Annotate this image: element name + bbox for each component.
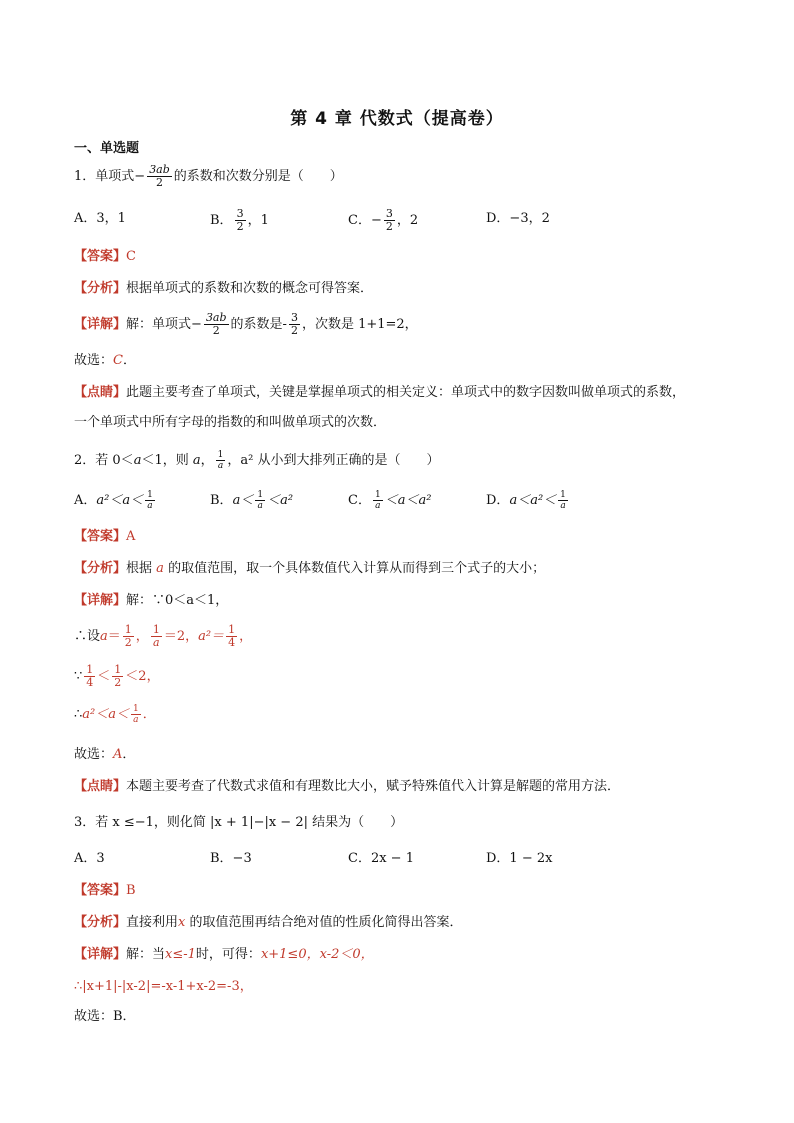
- section-heading: 一、单选题: [74, 141, 140, 156]
- question-1-detail: 【详解】解：单项式− $\frac{3ab}{2}$ 的系数是- $\frac{3}{2}$ ，次数是 1+1=2，: [74, 311, 418, 337]
- question-1-options: [74, 208, 714, 234]
- question-2-answer: 【答案】A: [74, 529, 136, 544]
- question-3-stem: 3．若 x ≤−1，则化简 |x + 1|−|x − 2| 结果为（ ）: [74, 815, 404, 830]
- option-d: D．a＜a²＜ $\frac{1}{a}$: [486, 490, 566, 511]
- question-3-choose: 故选：B．: [74, 1009, 136, 1024]
- option-b: B．−3: [210, 851, 252, 866]
- option-a: A．a²＜a＜ $\frac{1}{a}$: [74, 490, 153, 511]
- question-2-stem: 2．若 0＜a＜1，则 a， $\frac{1}{a}$ ，a² 从小到大排列正确的是（ ）: [74, 450, 440, 471]
- question-1-stem: 1．单项式− $\frac{3ab}{2}$ 的系数和次数分别是（ ）: [74, 163, 343, 189]
- question-1-answer: 【答案】C: [74, 249, 136, 264]
- question-1-tip-line2: 一个单项式中所有字母的指数的和叫做单项式的次数．: [74, 415, 387, 430]
- option-c: C．2x − 1: [348, 851, 414, 866]
- option-a: A．3: [74, 851, 105, 866]
- question-3-answer: 【答案】B: [74, 883, 136, 898]
- fraction: $\frac{3ab}{2}$: [149, 163, 170, 189]
- question-1-analysis: 【分析】根据单项式的系数和次数的概念可得答案．: [74, 281, 374, 296]
- question-2-detail-line3: ∵ $\frac{1}{4}$ ＜ $\frac{1}{2}$ ＜2，: [74, 663, 160, 689]
- option-c: C． $\frac{1}{a}$ ＜a＜a²: [348, 490, 432, 511]
- option-d: D．−3，2: [486, 211, 550, 226]
- option-d: D．1 − 2x: [486, 851, 553, 866]
- option-a: A．3，1: [74, 211, 126, 226]
- question-2-choose: 故选：A．: [74, 747, 136, 762]
- question-3-analysis: 【分析】直接利用x 的取值范围再结合绝对值的性质化简得出答案．: [74, 915, 463, 930]
- option-b: B．a＜ $\frac{1}{a}$ ＜a²: [210, 490, 294, 511]
- question-2-tip: 【点睛】本题主要考查了代数式求值和有理数比大小，赋予特殊值代入计算是解题的常用方法．: [74, 779, 621, 794]
- question-1-tip: 【点睛】此题主要考查了单项式，关键是掌握单项式的相关定义：单项式中的数字因数叫做单项式的系数，: [74, 385, 686, 400]
- question-3-options: [74, 850, 714, 870]
- question-2-analysis: 【分析】根据 a 的取值范围，取一个具体数值代入计算从而得到三个式子的大小；: [74, 561, 546, 576]
- question-2-detail: 【详解】解：∵0＜a＜1，: [74, 593, 229, 608]
- question-1-choose: 故选：C．: [74, 353, 136, 368]
- question-3-detail-line2: ∴|x+1|-|x-2|=-x-1+x-2=-3，: [74, 979, 253, 994]
- option-b: B． $\frac{3}{2}$ ，1: [210, 207, 269, 233]
- question-2-detail-line2: ∴设a＝ $\frac{1}{2}$ ， $\frac{1}{a}$ ＝2，a²＝ $\frac{1}{4}$ ，: [74, 623, 253, 649]
- option-c: C．− $\frac{3}{2}$ ，2: [348, 207, 419, 233]
- page-title: 第 4 章 代数式（提高卷）: [290, 109, 504, 129]
- question-2-options: [74, 490, 714, 514]
- question-2-detail-line4: ∴a²＜a＜ $\frac{1}{a}$ ．: [74, 704, 156, 725]
- question-3-detail: 【详解】解：当x≤-1时，可得：x+1≤0，x-2＜0，: [74, 947, 374, 962]
